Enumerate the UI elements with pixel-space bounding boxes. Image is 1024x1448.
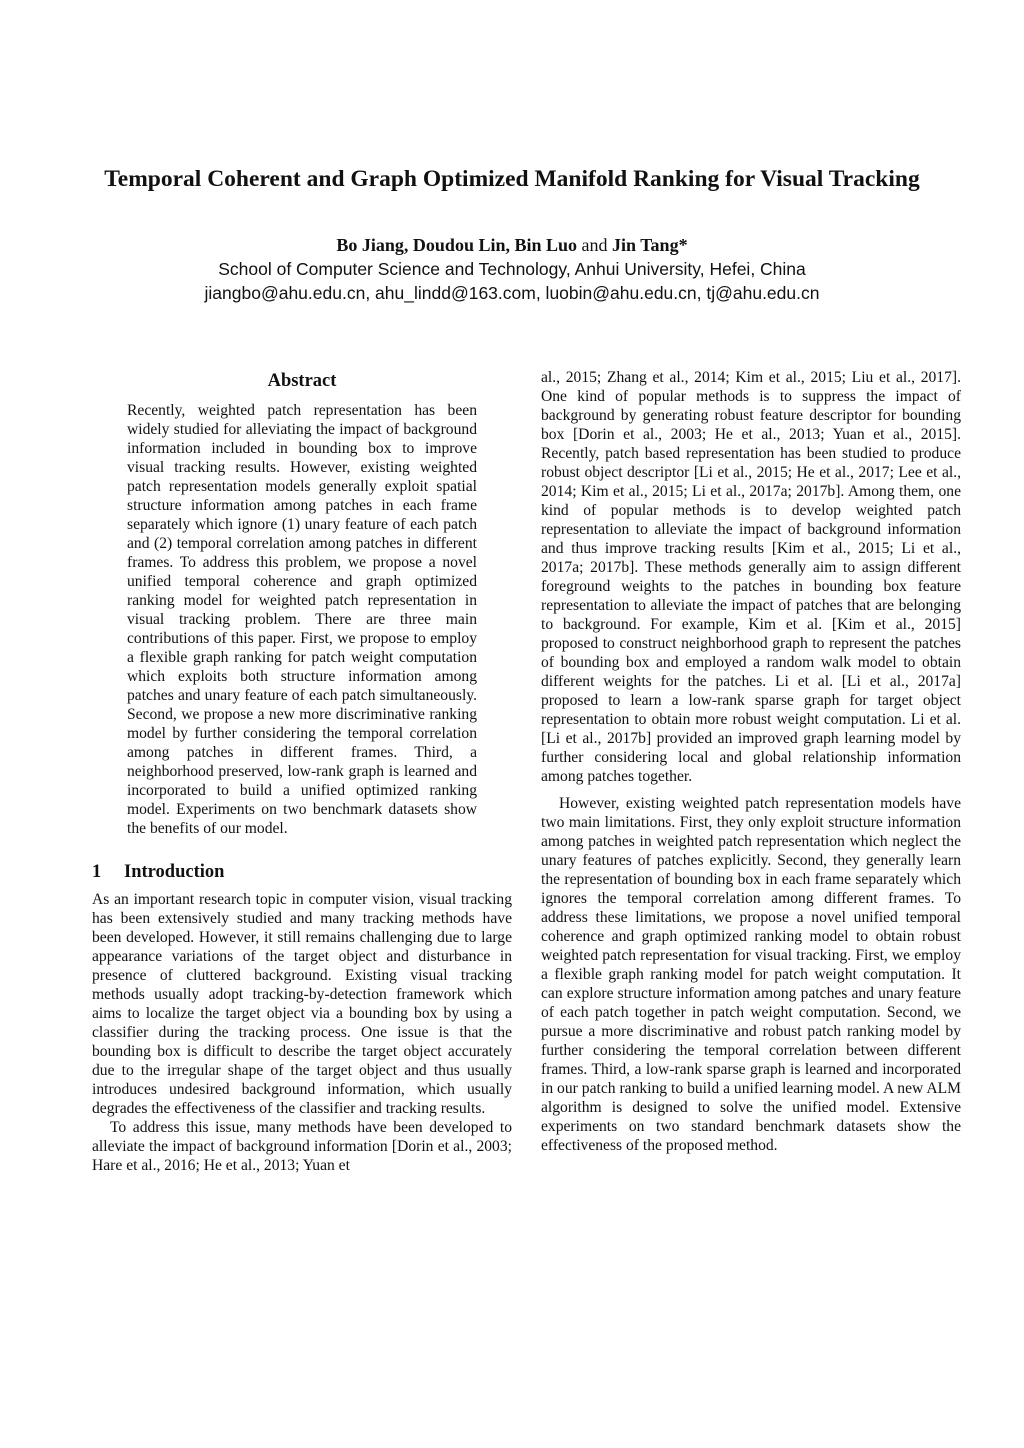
author-and: and [581, 235, 608, 255]
right-column [541, 368, 961, 1155]
author-names: Bo Jiang, Doudou Lin, Bin Luo [336, 235, 578, 255]
author-block [60, 233, 964, 305]
last-author: Jin Tang* [612, 235, 688, 255]
intro-paragraph-3: However, existing weighted patch representation models have two main limitations. First, they only exploit structure information among patches in weighted patch representation which neglect the unary features of patches explicitly. Second, they generally learn the representation of bounding box in each frame separately which ignores the temporal correlation among different frames. To address these limitations, we propose a novel unified temporal coherence and graph optimized ranking model to obtain robust weighted patch representation for visual tracking. First, we employ a flexible graph ranking model for patch weight computation. It can explore structure information among patches and unary feature of each patch together in patch weight computation. Second, we pursue a more discriminative and robust patch ranking model by further considering the temporal correlation between different frames. Third, a low-rank sparse graph is learned and incorporated in our patch ranking to build a unified learning model. A new ALM algorithm is designed to solve the unified model. Extensive experiments on two standard benchmark datasets show the effectiveness of the proposed method. [541, 795, 961, 1154]
left-column [92, 368, 512, 1175]
abstract-heading: Abstract [267, 371, 337, 391]
intro-paragraph-2-start: To address this issue, many methods have been developed to alleviate the impact of background information [Dorin et al., 2003; Hare et al., 2016; He et al., 2013; Yuan et [92, 1119, 512, 1174]
intro-paragraph-1: As an important research topic in computer vision, visual tracking has been extensively studied and many tracking methods have been developed. However, it still remains challenging due to large appearance variations of the target object and disturbance in presence of cluttered background. Existing visual tracking methods usually adopt tracking-by-detection framework which aims to localize the target object via a bounding box by using a classifier during the tracking process. One issue is that the bounding box is difficult to describe the target object accurately due to the irregular shape of the target object and thus usually introduces undesired background information, which usually degrades the effectiveness of the classifier and tracking results. [92, 891, 512, 1117]
abstract-text: Recently, weighted patch representation has been widely studied for alleviating the impact of background information included in bounding box to improve visual tracking results. However, existing weighted patch representation models generally exploit spatial structure information among patches in each frame separately which ignore (1) unary feature of each patch and (2) temporal correlation among patches in different frames. To address this problem, we propose a novel unified temporal coherence and graph optimized ranking model for weighted patch representation in visual tracking problem. There are three main contributions of this paper. First, we propose to employ a flexible graph ranking for patch weight computation which exploits both structure information among patches and unary feature of each patch simultaneously. Second, we propose a new more discriminative ranking model by further considering the temporal correlation among patches in different frames. Third, a neighborhood preserved, low-rank graph is learned and incorporated to build a unified optimized ranking model. Experiments on two benchmark datasets show the benefits of our model. [127, 402, 477, 837]
paper-title: Temporal Coherent and Graph Optimized Manifold Ranking for Visual Tracking [104, 166, 920, 192]
intro-paragraph-2-continued: al., 2015; Zhang et al., 2014; Kim et al., 2015; Liu et al., 2017]. One kind of popular methods is to suppress the impact of background by generating robust feature descriptor for bounding box [Dorin et al., 2003; He et al., 2013; Yuan et al., 2015]. Recently, patch based representation has been studied to produce robust object descriptor [Li et al., 2015; He et al., 2017; Lee et al., 2014; Kim et al., 2015; Li et al., 2017a; 2017b]. Among them, one kind of popular methods is to develop weighted patch representation to alleviate the impact of background information and thus improve tracking results [Kim et al., 2015; Li et al., 2017a; 2017b]. These methods generally aim to assign different foreground weights to the patches in bounding box feature representation to alleviate the impact of patches that are belonging to background. For example, Kim et al. [Kim et al., 2015] proposed to construct neighborhood graph to represent the patches of bounding box and employed a random walk model to obtain different weights for the patches. Li et al. [Li et al., 2017a] proposed to learn a low-rank sparse graph for target object representation to obtain more robust weight computation. Li et al. [Li et al., 2017b] provided an improved graph learning model by further considering local and global relationship information among patches together. [541, 369, 961, 785]
author-line [60, 233, 964, 257]
affiliation: School of Computer Science and Technology, Anhui University, Hefei, China [218, 259, 806, 279]
section-heading-introduction [92, 860, 512, 884]
section-number: 1 [92, 862, 102, 882]
author-emails: jiangbo@ahu.edu.cn, ahu_lindd@163.com, luobin@ahu.edu.cn, tj@ahu.edu.cn [204, 283, 820, 303]
section-title: Introduction [124, 862, 225, 882]
